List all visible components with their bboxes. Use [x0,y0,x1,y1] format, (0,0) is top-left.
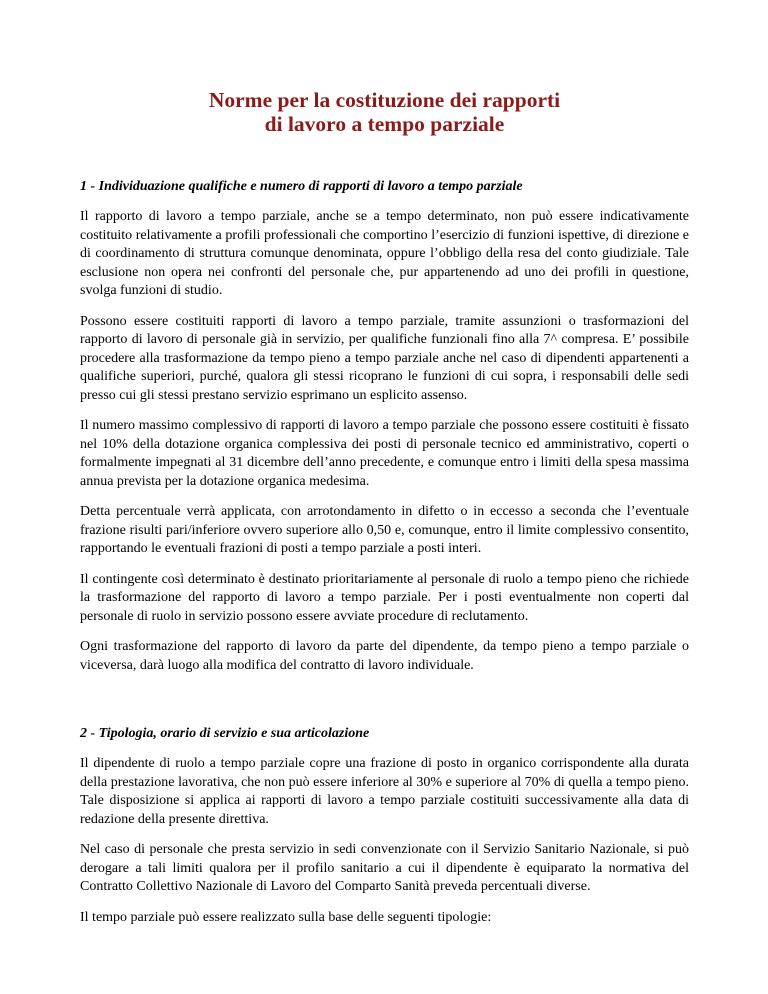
section-1-paragraph-5: Il contingente così determinato è destinato prioritariamente al personale di ruolo a tempo pieno che richiede la trasformazione del rapporto di lavoro a tempo parziale. Per i posti eventualmente non coperti dal personale di ruolo in servizio possono essere avviate procedure di reclutamento. [80,571,689,624]
section-1-paragraph-6: Ogni trasformazione del rapporto di lavoro da parte del dipendente, da tempo pieno a tempo parziale o viceversa, darà luogo alla modifica del contratto di lavoro individuale. [80,639,689,673]
section-2-heading: 2 - Tipologia, orario di servizio e sua articolazione [80,726,370,741]
title-line-2: di lavoro a tempo parziale [264,112,505,136]
section-2-paragraph-1: Il dipendente di ruolo a tempo parziale copre una frazione di posto in organico corrispondente alla durata della prestazione lavorativa, che non può essere inferiore al 30% e superiore al 70% di quella a tempo pieno. Tale disposizione si applica ai rapporti di lavoro a tempo parziale costituiti successivamente alla data di redazione della presente direttiva. [80,756,689,827]
section-2-paragraph-2: Nel caso di personale che presta servizio in sedi convenzionate con il Servizio Sanitario Nazionale, si può derogare a tali limiti qualora per il profilo sanitario a cui il dipendente è equiparato la normativa del Contratto Collettivo Nazionale di Lavoro del Comparto Sanità preveda percentuali diverse. [80,842,689,894]
section-1-heading: 1 - Individuazione qualifiche e numero di rapporti di lavoro a tempo parziale [80,179,523,194]
title-line-1: Norme per la costituzione dei rapporti [208,88,561,112]
section-1-paragraph-4: Detta percentuale verrà applicata, con arrotondamento in difetto o in eccesso a seconda che l’eventuale frazione risulti pari/inferiore ovvero superiore allo 0,50 e, comunque, entro il limite complessivo consentito, rapportando le eventuali frazioni di posti a tempo parziale a posti interi. [80,504,689,556]
document-title [80,88,689,136]
section-1-paragraph-1: Il rapporto di lavoro a tempo parziale, anche se a tempo determinato, non può essere indicativamente costituito relativamente a profili professionali che comportino l’esercizio di funzioni ispettive, di direzione e di coordinamento di struttura comunque denominata, oppure l’obbligo della resa del conto giudiziale. Tale esclusione non opera nei confronti del personale che, pur appartenendo ad uno dei profili in questione, svolga funzioni di studio. [80,209,689,298]
section-1-paragraph-2: Possono essere costituiti rapporti di lavoro a tempo parziale, tramite assunzioni o trasformazioni del rapporto di lavoro di personale già in servizio, per qualifiche funzionali fino alla 7^ compresa. E’ possibile procedere alla trasformazione da tempo pieno a tempo parziale anche nel caso di dipendenti appartenenti a qualifiche superiori, purché, qualora gli stessi ricoprano le funzioni di cui sopra, i responsabili delle sedi presso cui gli stessi prestano servizio esprimano un esplicito assenso. [80,313,689,403]
document-page [80,0,689,927]
section-2-paragraph-3: Il tempo parziale può essere realizzato sulla base delle seguenti tipologie: [80,909,492,925]
section-1-paragraph-3: Il numero massimo complessivo di rapporti di lavoro a tempo parziale che possono essere costituiti è fissato nel 10% della dotazione organica complessiva dei posti di personale tecnico ed amministrativo, coperti o formalmente impegnati al 31 dicembre dell’anno precedente, e comunque entro i limiti della spesa massima annua prevista per la dotazione organica medesima. [80,418,689,489]
